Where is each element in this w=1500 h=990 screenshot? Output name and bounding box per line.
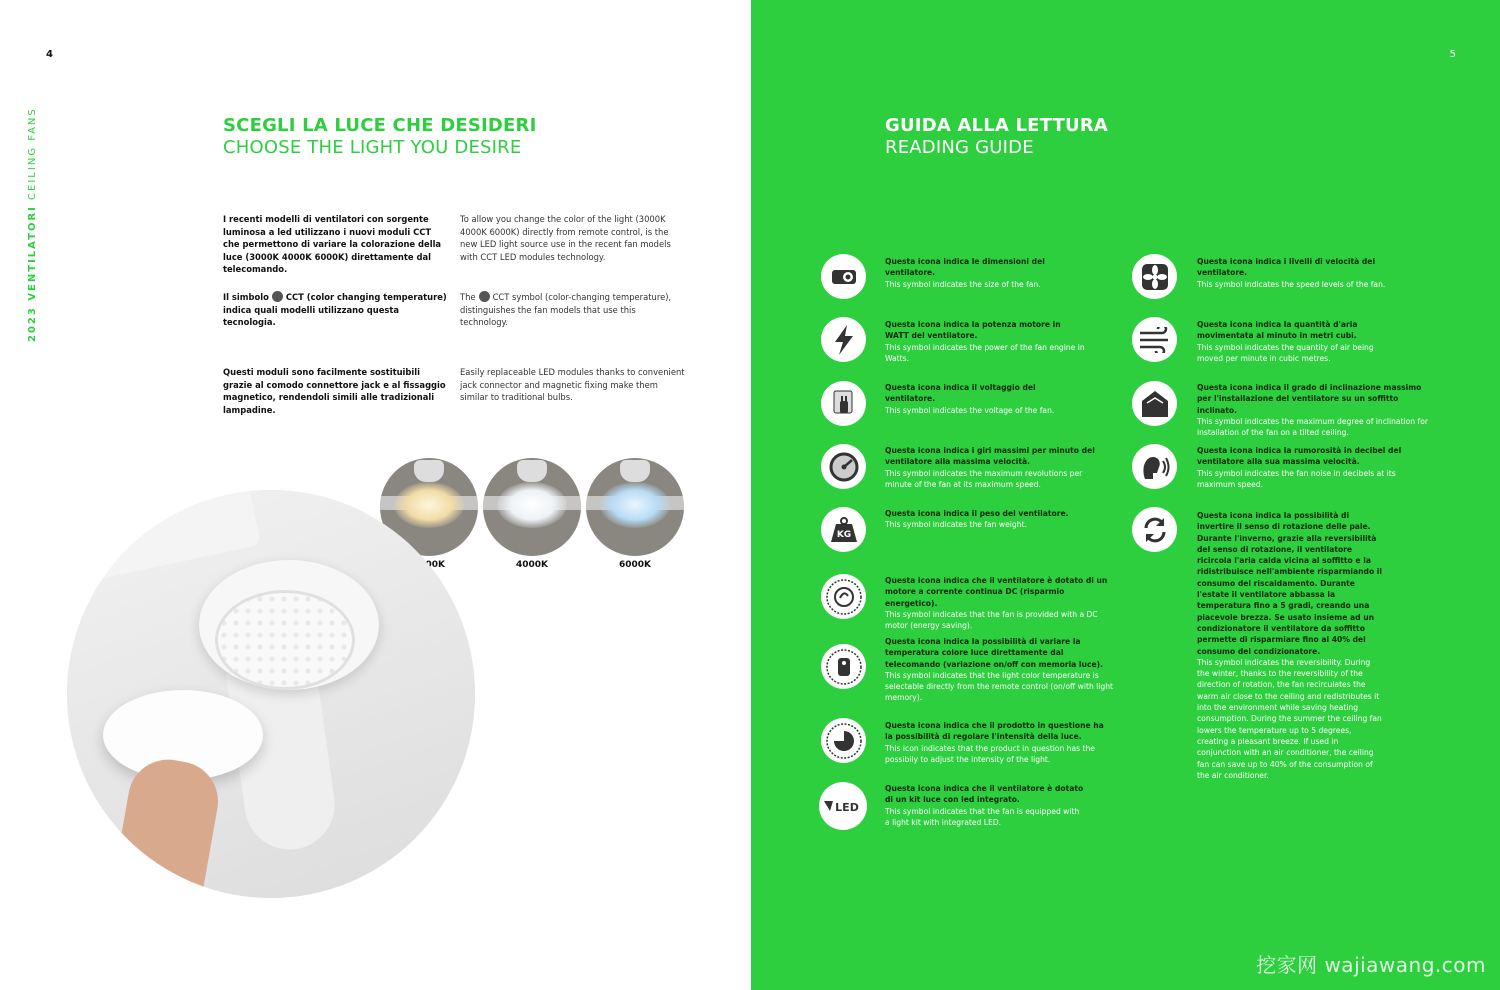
icon-desc-it: Questa icona indica il voltaggio del ventilatore. xyxy=(885,383,1036,404)
icon-desc-en: This symbol indicates the size of the fan. xyxy=(885,279,1041,289)
cct-paragraph-it-start: Il simbolo xyxy=(223,292,269,302)
side-label xyxy=(27,102,38,342)
dimensions-icon xyxy=(821,254,866,299)
page-number-left: 4 xyxy=(46,49,53,60)
icon-desc-en: This symbol indicates the quantity of air being moved per minute in cubic metres. xyxy=(1197,342,1374,363)
tilted-ceiling-icon xyxy=(1132,381,1177,426)
cct-paragraph-en-end: CCT symbol (color-changing temperature), distinguishes the fan models that use this technology. xyxy=(460,292,672,328)
icon-desc-it: Questa icona indica la possibilità di variare la temperatura colore luce direttamente dal telecomando (variazione on/off con memoria luce). xyxy=(885,637,1103,669)
cct-paragraph-it-end: CCT (color changing temperature) indica quali modelli utilizzano questa tecnologia. xyxy=(223,292,447,328)
led-icon xyxy=(819,782,867,830)
icon-desc-it: Questa icona indica le dimensioni del ventilatore. xyxy=(885,257,1045,278)
icon-desc-reverse xyxy=(1197,510,1382,781)
fan-led-module-photo xyxy=(67,490,475,898)
icon-desc-it: Questa icona indica la rumorosità in decibel del ventilatore alla sua massima velocità. xyxy=(1197,446,1402,467)
icon-desc-en: This symbol indicates the fan noise in decibels at its maximum speed. xyxy=(1197,468,1396,489)
intro-paragraph-it: I recenti modelli di ventilatori con sorgente luminosa a led utilizzano i nuovi moduli CCT che permettono di variare la colorazione della luce (3000K 4000K 6000K) direttamente dal telecomando. xyxy=(223,214,442,275)
icon-desc-it: Questa icona indica i giri massimi per minuto del ventilatore alla massima velocità. xyxy=(885,446,1095,467)
icon-desc-rpm xyxy=(885,445,1095,490)
cct-paragraph-en-start: The xyxy=(460,292,476,302)
weight-icon-text: KG xyxy=(836,529,851,540)
icon-desc-en: This symbol indicates the fan weight. xyxy=(885,520,1027,530)
lightning-icon xyxy=(821,317,866,362)
side-label-bold: 2023 VENTILATORI xyxy=(27,205,38,342)
icon-desc-airflow xyxy=(1197,319,1397,364)
icon-desc-it: Questa icona indica che il prodotto in questione ha la possibilità di regolare l'intensità della luce. xyxy=(885,721,1104,742)
icon-desc-weight xyxy=(885,508,1085,531)
airflow-icon xyxy=(1132,317,1177,362)
dc-motor-icon xyxy=(821,574,866,619)
icon-desc-en: This symbol indicates that the fan is equipped with a light kit with integrated LED. xyxy=(885,806,1080,827)
watermark: 挖家网 wajiawang.com xyxy=(1256,953,1486,977)
icon-desc-en: This symbol indicates the voltage of the fan. xyxy=(885,405,1055,415)
gauge-icon xyxy=(821,444,866,489)
icon-desc-tilted-ceiling xyxy=(1197,382,1437,438)
cct-symbol-icon xyxy=(479,291,490,302)
reading-guide-subtitle: READING GUIDE xyxy=(885,137,1034,158)
cct-paragraph-it xyxy=(223,291,448,329)
modules-paragraph-en: Easily replaceable LED modules thanks to convenient jack connector and magnetic fixing make them similar to traditional bulbs. xyxy=(460,367,685,403)
icon-desc-voltage xyxy=(885,382,1085,416)
icon-desc-it: Questa icona indica il grado di inclinazione massimo per l'installazione del ventilatore su un soffitto inclinato. xyxy=(1197,383,1422,415)
icon-desc-it: Questa icona indica che il ventilatore è dotato di un kit luce con led integrato. xyxy=(885,784,1084,805)
icon-desc-en: This symbol indicates the reversibility. During the winter, thanks to the reversibility of the direction of rotation, the fan recirculates the warm air close to the ceiling and redistributes it into the environment while saving heating consumption. During the summer the ceiling fan lowers the temperature up to 5 degrees, creating a pleasant breeze. If used in conjunction with an air conditioner, the ceiling fan can save up to 40% of the consumption of the air conditioner. xyxy=(1197,657,1382,780)
light-swatch-4000k xyxy=(483,458,581,556)
swatch-label-4000k: 4000K xyxy=(515,560,549,570)
icon-desc-cct xyxy=(885,636,1115,704)
cct-symbol-icon xyxy=(272,291,283,302)
side-label-thin: CEILING FANS xyxy=(27,107,38,200)
icon-desc-dimmable xyxy=(885,720,1105,765)
intro-paragraph-en: To allow you change the color of the light (3000K 4000K 6000K) directly from remote control, is the new LED light source use in the recent fan models with CCT LED modules technology. xyxy=(460,214,671,262)
icon-desc-en: This symbol indicates the power of the fan engine in Watts. xyxy=(885,342,1085,363)
noise-icon xyxy=(1132,444,1177,489)
icon-desc-it: Questa icona indica i livelli di velocità del ventilatore. xyxy=(1197,257,1376,278)
icon-desc-it: Questa icona indica la potenza motore in WATT del ventilatore. xyxy=(885,320,1061,341)
swatch-label-6000k: 6000K xyxy=(618,560,652,570)
icon-desc-it: Questa icona indica che il ventilatore è dotato di un motore a corrente continua DC (risparmio energetico). xyxy=(885,576,1108,608)
led-icon-text: LED xyxy=(835,801,859,814)
weight-icon xyxy=(821,507,866,552)
right-page xyxy=(751,0,1500,990)
icon-desc-it: Questa icona indica la possibilità di invertire il senso di rotazione delle pale. Durante l'inverno, grazie alla reversibilità del senso di rotazione, il ventilatore ricircola l'aria calda vicina al soffitto e la ridistribuisce nell'ambiente risparmiando il consumo del riscaldamento. Durante l'estate il ventilatore abbassa la temperatura fino a 5 gradi, creando una piacevole brezza. Se usato insieme ad un condizionatore il ventilatore da soffitto permette di risparmiare fino al 40% del consumo del condizionatore. xyxy=(1197,511,1383,656)
reverse-icon xyxy=(1132,507,1177,552)
icon-desc-noise xyxy=(1197,445,1407,490)
icon-desc-it: Questa icona indica la quantità d'aria movimentata al minuto in metri cubi. xyxy=(1197,320,1358,341)
icon-desc-en: This symbol indicates that the light color temperature is selectable directly from the remote control (on/off with light memory). xyxy=(885,670,1114,703)
icon-desc-power xyxy=(885,319,1085,364)
icon-desc-en: This icon indicates that the product in question has the possibily to adjust the intensity of the light. xyxy=(885,743,1095,764)
cct-paragraph-en xyxy=(460,291,685,329)
icon-desc-fan-speed xyxy=(1197,256,1397,290)
icon-desc-en: This symbol indicates the maximum degree of inclination for installation of the fan on a tilted ceiling. xyxy=(1197,416,1428,438)
icon-desc-en: This symbol indicates the speed levels of the fan. xyxy=(1197,279,1386,289)
reading-guide-title: GUIDA ALLA LETTURA xyxy=(885,115,1109,136)
icon-desc-dc-motor xyxy=(885,575,1115,631)
icon-desc-it: Questa icona indica il peso del ventilatore. xyxy=(885,509,1069,518)
icon-desc-led xyxy=(885,783,1085,828)
plug-icon xyxy=(821,381,866,426)
light-swatch-6000k xyxy=(586,458,684,556)
cct-icon xyxy=(821,644,866,689)
page-subtitle: CHOOSE THE LIGHT YOU DESIRE xyxy=(223,137,522,158)
icon-desc-en: This symbol indicates the maximum revolutions per minute of the fan at its maximum speed. xyxy=(885,468,1083,489)
page-number-right: 5 xyxy=(1449,49,1456,60)
fan-speed-icon xyxy=(1132,254,1177,299)
icon-desc-en: This symbol indicates that the fan is provided with a DC motor (energy saving). xyxy=(885,609,1098,631)
dimmable-icon xyxy=(821,718,866,763)
page-title: SCEGLI LA LUCE CHE DESIDERI xyxy=(223,115,537,136)
modules-paragraph-it: Questi moduli sono facilmente sostituibili grazie al comodo connettore jack e al fissaggio magnetico, rendendoli simili alle tradizionali lampadine. xyxy=(223,367,446,415)
icon-desc-dimensions xyxy=(885,256,1085,290)
